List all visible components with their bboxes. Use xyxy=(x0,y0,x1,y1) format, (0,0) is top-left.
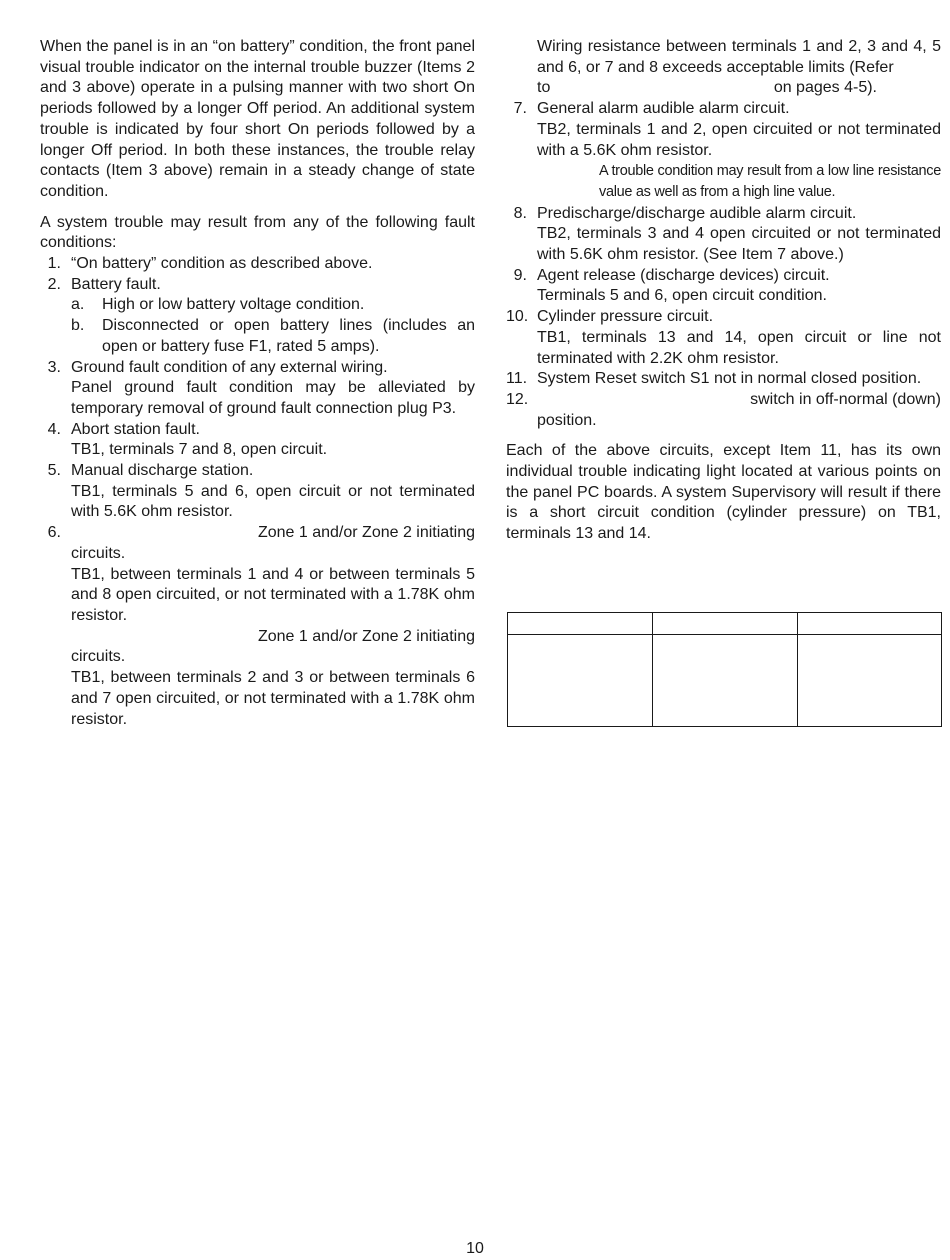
list-subitem-2b xyxy=(40,316,475,357)
item-text: Zone 1 and/or Zone 2 initiating xyxy=(257,627,475,645)
subitem-text: High or low battery voltage condition. xyxy=(102,296,365,314)
item-text: Zone 1 and/or Zone 2 initiating xyxy=(257,524,475,542)
item-detail: Terminals 5 and 6, open circuit condition. xyxy=(537,287,827,305)
item-detail: TB1, between terminals 1 and 4 or between terminals 5 and 8 open circuited, or not terminated with a 1.78K ohm resistor. xyxy=(71,565,475,624)
list-item-2 xyxy=(40,275,475,296)
item-number: 9. xyxy=(513,266,527,284)
list-item-10 xyxy=(506,307,941,369)
empty-table xyxy=(507,612,942,727)
item-text-continued: circuits. xyxy=(71,648,126,666)
subitem-letter: a. xyxy=(71,296,85,314)
list-item-4 xyxy=(40,420,475,461)
item-text: Abort station fault. xyxy=(71,420,200,438)
item-number: 4. xyxy=(47,420,61,438)
closing-paragraph: Each of the above circuits, except Item 11, has its own individual trouble indicating light located at various points on the panel PC boards. A system Supervisory will result if there is a short circuit condition (cylinder pressure) on TB1, terminals 13 and 14. xyxy=(506,442,941,543)
item-number: 3. xyxy=(47,358,61,376)
item-detail: TB1, terminals 5 and 6, open circuit or not terminated with 5.6K ohm resistor. xyxy=(71,482,475,521)
page-number: 10 xyxy=(466,1240,484,1257)
list-item-6-continued xyxy=(506,37,941,99)
left-column xyxy=(40,37,475,730)
item-detail-line xyxy=(537,78,941,99)
item-text: switch in off-normal (down) xyxy=(750,390,941,408)
item-number: 12. xyxy=(506,390,529,408)
intro-paragraph: When the panel is in an “on battery” condition, the front panel visual trouble indicator on the internal trouble buzzer (Items 2 and 3 above) operate in a pulsing manner with two short On periods followed by a longer Off period. An additional system trouble is indicated by four short On periods followed by a longer Off period. In both these instances, the trouble relay contacts (Item 3 above) remain in a steady change of state condition. xyxy=(40,38,475,200)
item-number: 6. xyxy=(47,524,61,542)
item-detail: Panel ground fault condition may be alleviated by temporary removal of ground fault connection plug P3. xyxy=(71,379,475,417)
list-item-8 xyxy=(506,204,941,266)
item-detail: Wiring resistance between terminals 1 and 2, 3 and 4, 5 and 6, or 7 and 8 exceeds acceptable limits (Refer xyxy=(537,38,941,76)
item-text: Ground fault condition of any external wiring. xyxy=(71,358,388,376)
item-number: 10. xyxy=(506,308,529,326)
item-detail: TB1, terminals 13 and 14, open circuit or line not terminated with 2.2K ohm resistor. xyxy=(537,328,941,367)
subitem-text: Disconnected or open battery lines (includes an open or battery fuse F1, rated 5 amps). xyxy=(102,317,475,355)
item-detail-start: to xyxy=(537,79,551,97)
item-detail: TB1, terminals 7 and 8, open circuit. xyxy=(71,441,328,459)
item-text-continued: position. xyxy=(537,411,597,429)
fault-lead-paragraph: A system trouble may result from any of the following fault conditions: xyxy=(40,213,475,252)
item-detail: TB2, terminals 3 and 4 open circuited or not terminated with 5.6K ohm resistor. (See Item 7 above.) xyxy=(537,225,941,264)
subitem-letter: b. xyxy=(71,317,85,335)
item-text: General alarm audible alarm circuit. xyxy=(537,100,790,118)
table-header-rule xyxy=(508,634,941,635)
item-number: 5. xyxy=(47,462,61,480)
list-item-6 xyxy=(40,523,475,730)
item-text: Battery fault. xyxy=(71,275,161,293)
list-item-9 xyxy=(506,266,941,307)
item-text: Cylinder pressure circuit. xyxy=(537,308,714,326)
item-text: Agent release (discharge devices) circuit. xyxy=(537,266,830,284)
item-detail: TB2, terminals 1 and 2, open circuited or not terminated with a 5.6K ohm resistor. xyxy=(537,120,941,159)
list-subitem-2a xyxy=(40,295,475,316)
table-column-divider xyxy=(652,613,653,726)
table-column-divider xyxy=(797,613,798,726)
item-detail-end: on pages 4-5). xyxy=(773,79,877,97)
list-item-11 xyxy=(506,369,941,390)
item-note: A trouble condition may result from a low line resistance value as well as from a high line value. xyxy=(599,163,941,200)
list-item-3 xyxy=(40,358,475,420)
item-text: Manual discharge station. xyxy=(71,462,254,480)
item-number: 8. xyxy=(513,204,527,222)
list-item-7 xyxy=(506,99,941,161)
item-number: 7. xyxy=(513,100,527,118)
item-detail: TB1, between terminals 2 and 3 or between terminals 6 and 7 open circuited, or not terminated with a 1.78K ohm resistor. xyxy=(71,669,475,728)
right-column xyxy=(506,37,941,545)
list-item-1 xyxy=(40,254,475,275)
item-number: 1. xyxy=(47,255,61,273)
list-item-5 xyxy=(40,461,475,523)
item-text: “On battery” condition as described above. xyxy=(71,255,373,273)
item-number: 11. xyxy=(506,370,528,388)
list-item-12 xyxy=(506,390,941,431)
item-text-continued: circuits. xyxy=(71,544,126,562)
item-text: System Reset switch S1 not in normal closed position. xyxy=(537,370,922,388)
item-number: 2. xyxy=(47,275,61,293)
item-text: Predischarge/discharge audible alarm circuit. xyxy=(537,204,857,222)
